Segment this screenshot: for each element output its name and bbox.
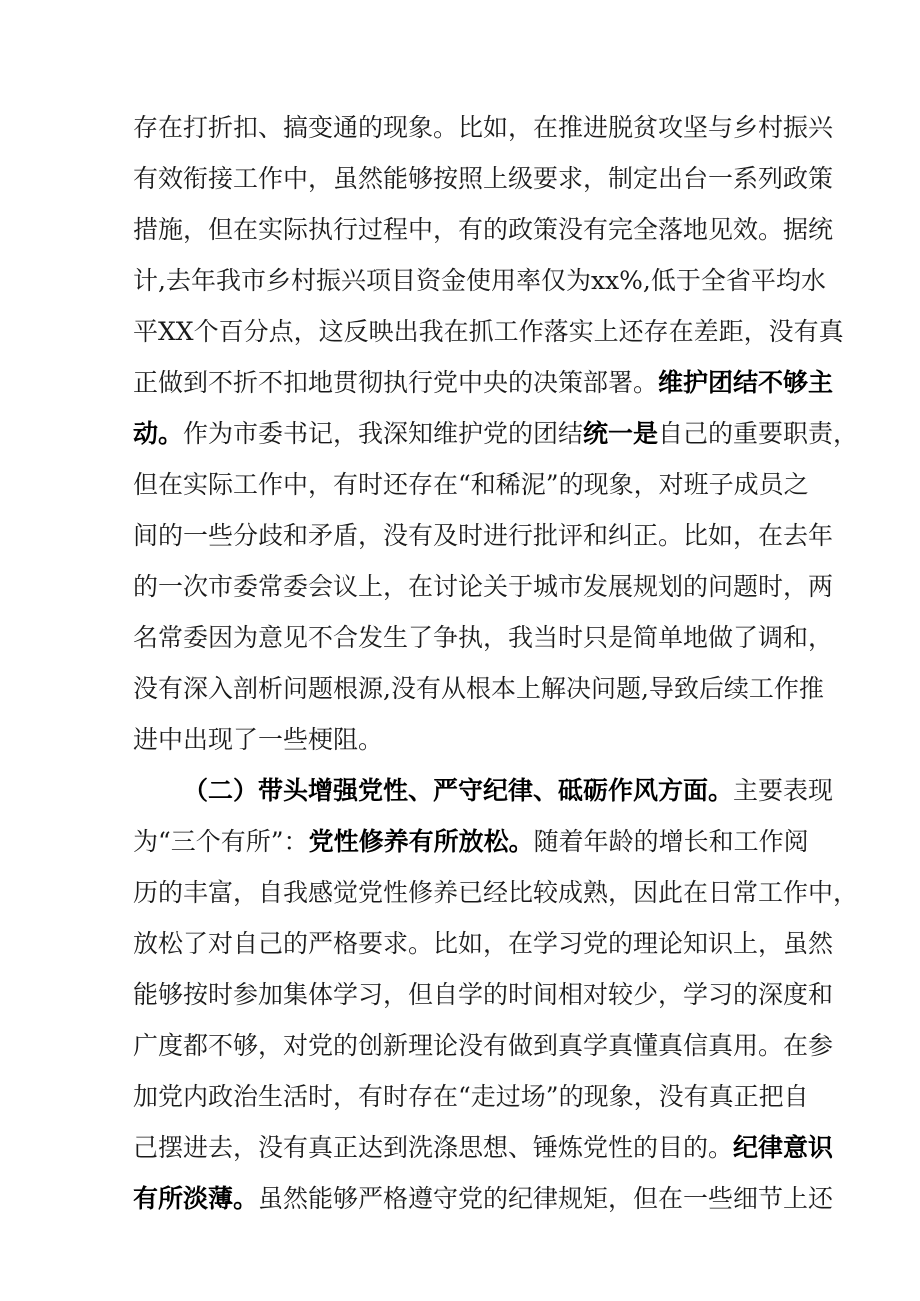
bold-heading: 动。 — [133, 419, 184, 448]
text-line: 加党内政治生活时，有时存在“走过场”的现象，没有真正把自 — [133, 1082, 809, 1111]
bold-heading: 纪律意识 — [733, 1133, 834, 1162]
bold-heading: 维护团结不够主 — [658, 368, 834, 397]
text-line: 历的丰富，自我感觉党性修养已经比较成熟，因此在日常工作中， — [133, 878, 859, 907]
text-line: 平XX个百分点，这反映出我在抓工作落实上还存在差距，没有真 — [133, 317, 844, 346]
text-line: 进中出现了一些梗阻。 — [133, 725, 384, 754]
text-line: 有所淡薄。虽然能够严格遵守党的纪律规矩，但在一些细节上还 — [133, 1184, 834, 1213]
text-line: 动。作为市委书记，我深知维护党的团结统一是自己的重要职责， — [133, 419, 859, 448]
text-line: 没有深入剖析问题根源,没有从根本上解决问题,导致后续工作推 — [133, 674, 824, 703]
text-line: 能够按时参加集体学习，但自学的时间相对较少，学习的深度和 — [133, 980, 834, 1009]
text-line: 正做到不折不扣地贯彻执行党中央的决策部署。维护团结不够主 — [133, 368, 834, 397]
text-line: 但在实际工作中，有时还存在“和稀泥”的现象，对班子成员之 — [133, 470, 809, 499]
section-heading: （二）带头增强党性、严守纪律、砥砺作风方面。 — [183, 776, 734, 805]
section-heading-line: （二）带头增强党性、严守纪律、砥砺作风方面。主要表现 — [183, 776, 834, 805]
text-line: 间的一些分歧和矛盾，没有及时进行批评和纠正。比如，在去年 — [133, 521, 834, 550]
text-line: 计,去年我市乡村振兴项目资金使用率仅为xx%,低于全省平均水 — [133, 266, 826, 295]
text-line: 己摆进去，没有真正达到洗涤思想、锤炼党性的目的。纪律意识 — [133, 1133, 834, 1162]
bold-phrase: 统一是 — [583, 419, 659, 448]
bold-heading: 党性修养有所放松。 — [308, 827, 534, 856]
text-line: 广度都不够，对党的创新理论没有做到真学真懂真信真用。在参 — [133, 1031, 834, 1060]
text-line: 存在打折扣、搞变通的现象。比如，在推进脱贫攻坚与乡村振兴 — [133, 113, 834, 142]
text-line: 放松了对自己的严格要求。比如，在学习党的理论知识上，虽然 — [133, 929, 834, 958]
text-line: 有效衔接工作中，虽然能够按照上级要求，制定出台一系列政策 — [133, 164, 834, 193]
bold-heading: 有所淡薄。 — [133, 1184, 259, 1213]
text-line: 措施，但在实际执行过程中，有的政策没有完全落地见效。据统 — [133, 215, 834, 244]
text-line: 的一次市委常委会议上，在讨论关于城市发展规划的问题时，两 — [133, 572, 834, 601]
text-line: 名常委因为意见不合发生了争执，我当时只是简单地做了调和， — [133, 623, 834, 652]
text-line: 为“三个有所”：党性修养有所放松。随着年龄的增长和工作阅 — [133, 827, 809, 856]
